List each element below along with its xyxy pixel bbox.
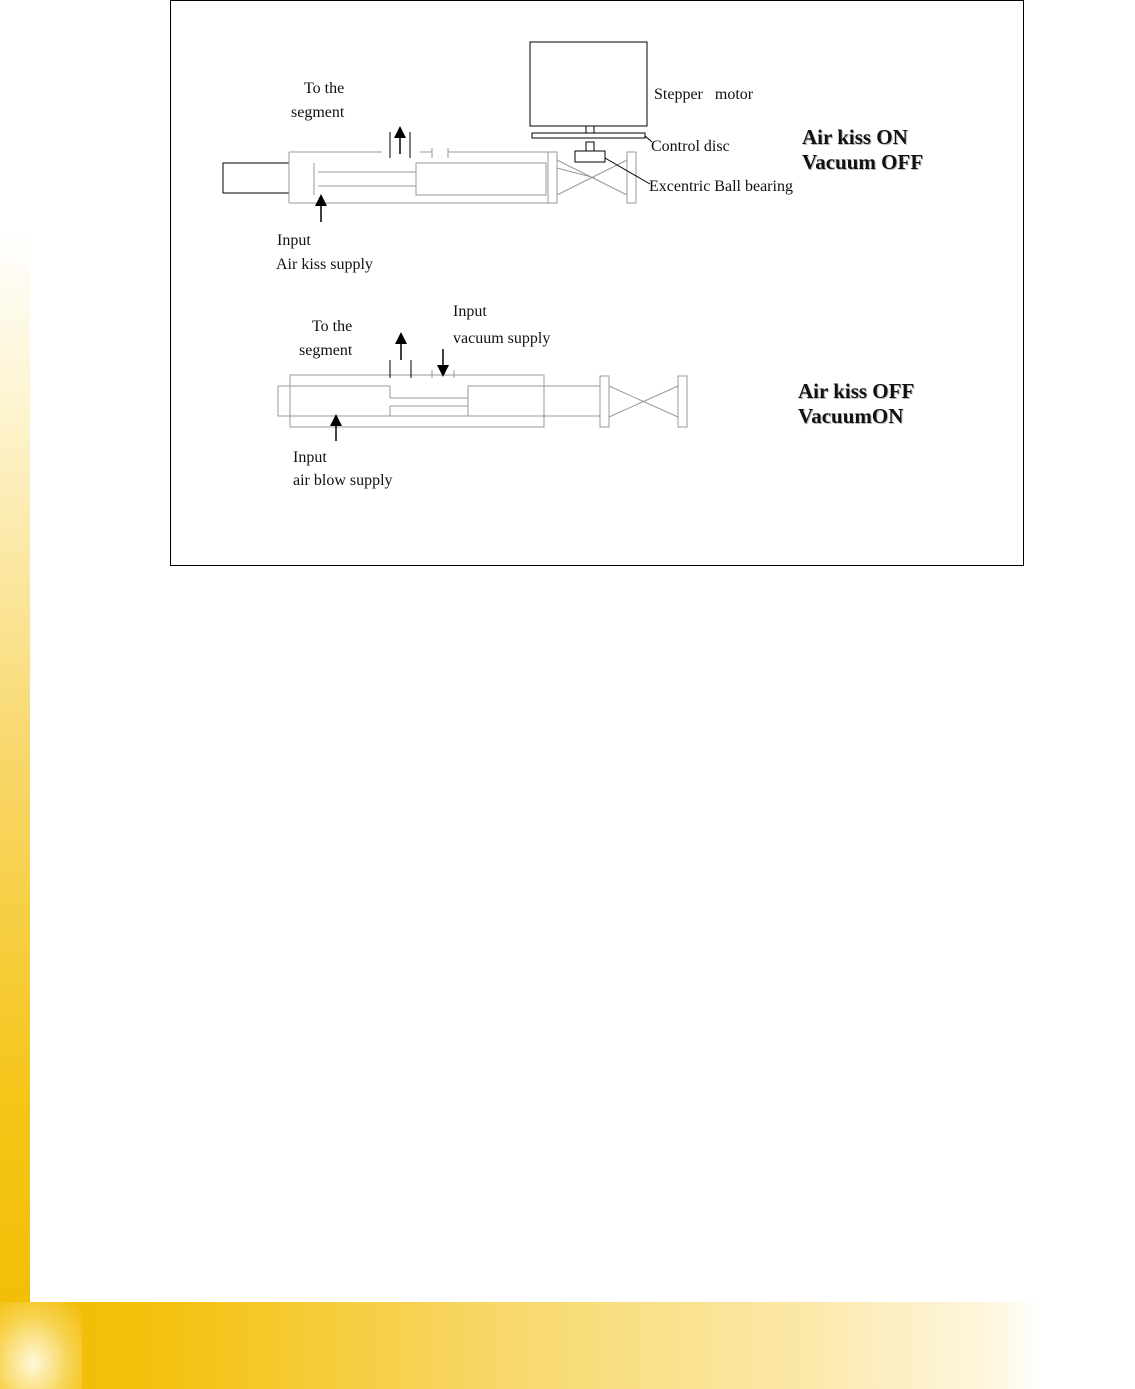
top-valve-assembly — [223, 132, 636, 203]
vacuum-input-label-2: vacuum supply — [453, 330, 551, 347]
stepper-motor-box — [530, 42, 647, 126]
excentric-bearing — [575, 151, 605, 162]
bottom-state-label-2: VacuumON — [798, 404, 904, 428]
top-state-label-2: Vacuum OFF — [802, 150, 924, 174]
top-state-label-1: Air kiss ON — [802, 125, 908, 149]
top-to-segment-label-1: To the — [304, 80, 345, 97]
top-to-segment-label-2: segment — [291, 104, 345, 121]
corner-decoration — [0, 1302, 82, 1389]
air-blow-input-label-2: air blow supply — [293, 472, 393, 489]
bottom-to-segment-label-1: To the — [312, 318, 353, 335]
top-input-label-2: Air kiss supply — [276, 256, 373, 273]
actuator-block — [223, 163, 289, 193]
control-disc-plate — [532, 133, 645, 138]
bottom-state-label-1: Air kiss OFF — [798, 379, 915, 403]
control-disc-label: Control disc — [651, 138, 730, 155]
excentric-bearing-label: Excentric Ball bearing — [649, 178, 793, 195]
vacuum-input-label-1: Input — [453, 303, 487, 320]
stepper-motor-label: Stepper motor — [654, 86, 754, 103]
top-input-label-1: Input — [277, 232, 311, 249]
valve-diagram — [0, 0, 1135, 600]
air-blow-input-label-1: Input — [293, 449, 327, 466]
bottom-valve-assembly — [278, 360, 687, 427]
bottom-decorative-band — [0, 1302, 1135, 1389]
bottom-to-segment-label-2: segment — [299, 342, 353, 359]
